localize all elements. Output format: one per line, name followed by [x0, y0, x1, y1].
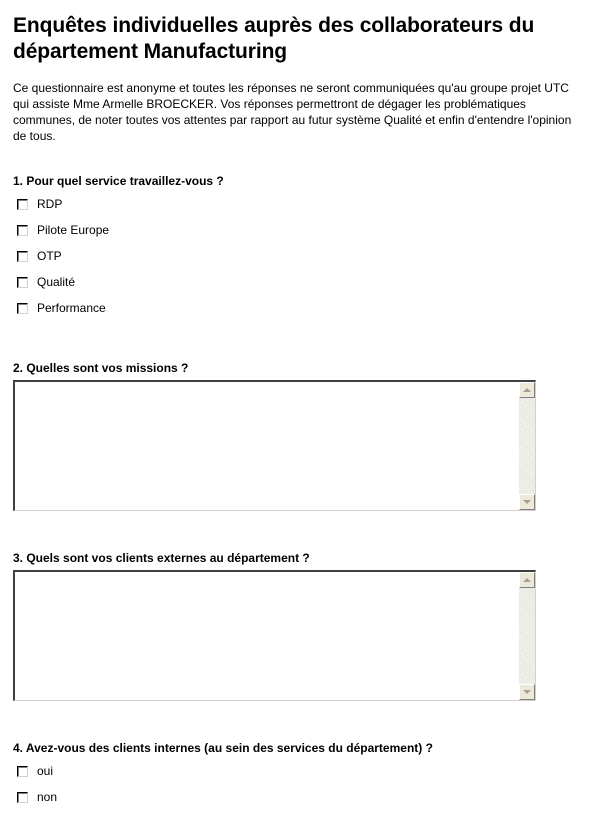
missions-textarea[interactable] [13, 380, 536, 511]
option-label: Pilote Europe [37, 223, 110, 237]
checkbox-otp[interactable] [17, 251, 28, 262]
option-label: OTP [37, 249, 62, 263]
arrow-down-icon [523, 690, 531, 694]
option-label: Qualité [37, 275, 76, 289]
arrow-up-icon [523, 578, 531, 582]
option-label: oui [37, 764, 54, 778]
option-label: Performance [37, 301, 106, 315]
scroll-down-button[interactable] [519, 684, 535, 700]
checkbox-pilote-europe[interactable] [17, 225, 28, 236]
question-1-label: 1. Pour quel service travaillez-vous ? [13, 174, 224, 188]
checkbox-oui[interactable] [17, 766, 28, 777]
arrow-up-icon [523, 388, 531, 392]
page-title: Enquêtes individuelles auprès des collaborateurs du département Manufacturing [13, 14, 535, 63]
option-pilote-europe[interactable] [17, 223, 109, 237]
scroll-up-button[interactable] [519, 572, 535, 588]
checkbox-non[interactable] [17, 792, 28, 803]
checkbox-performance[interactable] [17, 303, 28, 314]
textarea-scrollbar[interactable] [519, 382, 535, 510]
scroll-down-button[interactable] [519, 494, 535, 510]
checkbox-rdp[interactable] [17, 199, 28, 210]
intro-text: Ce questionnaire est anonyme et toutes les réponses ne seront communiquées qu'au groupe projet UTC qui assiste Mme Armelle BROECKER. Vos réponses permettront de dégager les problématiques communes, de noter toutes vos attentes par rapport au futur système Qualité et enfin d'entendre l'opinion de tous. [13, 81, 572, 143]
option-performance[interactable] [17, 301, 106, 315]
option-rdp[interactable] [17, 197, 62, 211]
option-oui[interactable] [17, 764, 53, 778]
textarea-scrollbar[interactable] [519, 572, 535, 700]
external-clients-textarea[interactable] [13, 570, 536, 701]
option-non[interactable] [17, 790, 57, 804]
question-3-label: 3. Quels sont vos clients externes au département ? [13, 551, 310, 565]
question-4-label: 4. Avez-vous des clients internes (au sein des services du département) ? [13, 741, 433, 755]
option-otp[interactable] [17, 249, 62, 263]
question-2-label: 2. Quelles sont vos missions ? [13, 361, 189, 375]
checkbox-qualite[interactable] [17, 277, 28, 288]
arrow-down-icon [523, 500, 531, 504]
scroll-up-button[interactable] [519, 382, 535, 398]
option-qualite[interactable] [17, 275, 75, 289]
option-label: RDP [37, 197, 63, 211]
option-label: non [37, 790, 58, 804]
